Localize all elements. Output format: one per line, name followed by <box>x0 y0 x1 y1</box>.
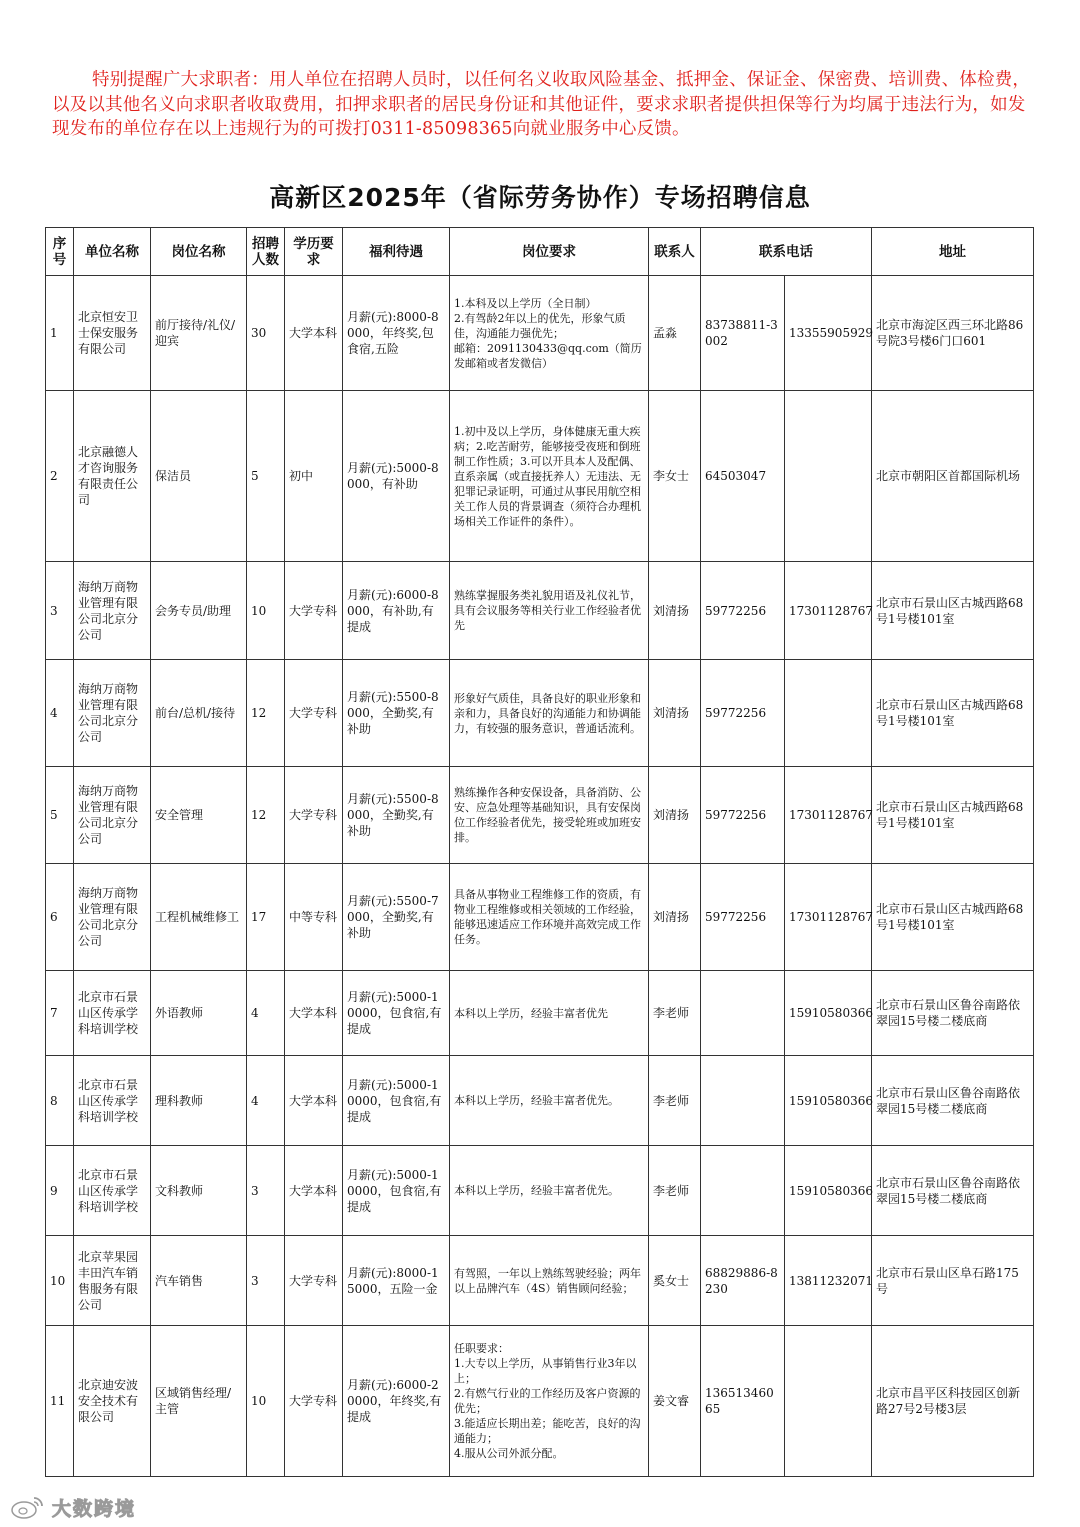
headcount: 30 <box>247 276 285 391</box>
education-requirement: 大学本科 <box>285 276 343 391</box>
position-name: 安全管理 <box>151 767 247 864</box>
contact-mobile: 13811232071 <box>785 1236 872 1326</box>
company-name: 北京苹果园丰田汽车销售服务有限公司 <box>74 1236 151 1326</box>
contact-phone <box>701 1146 785 1236</box>
watermark <box>10 1493 136 1521</box>
row-number: 5 <box>46 767 74 864</box>
education-requirement: 大学本科 <box>285 1146 343 1236</box>
requirement-line: 本科以上学历，经验丰富者优先。 <box>454 1184 619 1197</box>
contact-phone: 59772256 <box>701 767 785 864</box>
education-requirement: 初中 <box>285 391 343 562</box>
contact-mobile: 15910580366 <box>785 971 872 1056</box>
benefits: 月薪(元):8000-8000，年终奖,包食宿,五险 <box>343 276 450 391</box>
benefits: 月薪(元):5000-10000，包食宿,有提成 <box>343 1056 450 1146</box>
education-requirement: 大学本科 <box>285 971 343 1056</box>
contact-mobile <box>785 391 872 562</box>
table-row <box>46 562 1034 660</box>
contact-phone <box>701 971 785 1056</box>
contact-mobile: 17301128767 <box>785 562 872 660</box>
table-row <box>46 660 1034 767</box>
headcount: 4 <box>247 971 285 1056</box>
requirement-line: 任职要求： <box>454 1342 509 1355</box>
contact-person: 姜文睿 <box>649 1326 701 1477</box>
headcount: 3 <box>247 1146 285 1236</box>
position-name: 理科教师 <box>151 1056 247 1146</box>
page-title: 高新区2025年（省际劳务协作）专场招聘信息 <box>269 183 811 212</box>
contact-phone: 68829886-8230 <box>701 1236 785 1326</box>
address: 北京市石景山区古城西路68号1号楼101室 <box>872 562 1034 660</box>
contact-mobile <box>785 1326 872 1477</box>
contact-mobile: 13355905929 <box>785 276 872 391</box>
benefits: 月薪(元):8000-15000，五险一金 <box>343 1236 450 1326</box>
contact-person: 李女士 <box>649 391 701 562</box>
row-number: 4 <box>46 660 74 767</box>
contact-person: 奚女士 <box>649 1236 701 1326</box>
headcount: 3 <box>247 1236 285 1326</box>
address: 北京市石景山区鲁谷南路依翠园15号楼二楼底商 <box>872 1146 1034 1236</box>
header-education: 学历要求 <box>285 228 343 276</box>
benefits: 月薪(元):5000-8000，有补助 <box>343 391 450 562</box>
headcount: 10 <box>247 1326 285 1477</box>
row-number: 6 <box>46 864 74 971</box>
job-requirements <box>450 1146 649 1236</box>
company-name: 北京市石景山区传承学科培训学校 <box>74 1056 151 1146</box>
contact-mobile: 17301128767 <box>785 767 872 864</box>
contact-mobile <box>785 660 872 767</box>
position-name: 文科教师 <box>151 1146 247 1236</box>
education-requirement: 大学专科 <box>285 1326 343 1477</box>
requirement-line: 2.有燃气行业的工作经历及客户资源的优先； <box>454 1387 641 1415</box>
job-requirements <box>450 1326 649 1477</box>
header-contact: 联系人 <box>649 228 701 276</box>
company-name: 海纳万商物业管理有限公司北京分公司 <box>74 767 151 864</box>
contact-phone: 59772256 <box>701 562 785 660</box>
header-company: 单位名称 <box>74 228 151 276</box>
requirement-line: 有驾照，一年以上熟练驾驶经验；两年以上品牌汽车（4S）销售顾问经验； <box>454 1266 641 1295</box>
requirement-line: 熟练掌握服务类礼貌用语及礼仪礼节，具有会议服务等相关行业工作经验者优先 <box>454 589 641 632</box>
contact-phone: 64503047 <box>701 391 785 562</box>
contact-person: 刘清扬 <box>649 562 701 660</box>
row-number: 8 <box>46 1056 74 1146</box>
job-requirements <box>450 391 649 562</box>
benefits: 月薪(元):5500-8000，全勤奖,有补助 <box>343 660 450 767</box>
requirement-line: 1.大专以上学历，从事销售行业3年以上； <box>454 1357 637 1385</box>
position-name: 保洁员 <box>151 391 247 562</box>
header-count: 招聘人数 <box>247 228 285 276</box>
benefits: 月薪(元):5000-10000，包食宿,有提成 <box>343 971 450 1056</box>
address: 北京市石景山区阜石路175号 <box>872 1236 1034 1326</box>
contact-person: 李老师 <box>649 1056 701 1146</box>
address: 北京市石景山区古城西路68号1号楼101室 <box>872 864 1034 971</box>
position-name: 外语教师 <box>151 971 247 1056</box>
contact-person: 孟淼 <box>649 276 701 391</box>
company-name: 北京迪安波安全技术有限公司 <box>74 1326 151 1477</box>
job-requirements <box>450 1056 649 1146</box>
contact-person: 刘清扬 <box>649 767 701 864</box>
contact-phone: 83738811-3002 <box>701 276 785 391</box>
row-number: 11 <box>46 1326 74 1477</box>
recruitment-table <box>45 227 1034 1477</box>
contact-mobile: 15910580366 <box>785 1056 872 1146</box>
requirement-line: 具备从事物业工程维修工作的资质，有物业工程维修或相关领域的工作经验，能够迅速适应工作环境并高效完成工作任务。 <box>454 888 641 946</box>
company-name: 北京市石景山区传承学科培训学校 <box>74 1146 151 1236</box>
job-requirements <box>450 276 649 391</box>
requirement-line: 1.初中及以上学历，身体健康无重大疾病；2.吃苦耐劳，能够接受夜班和倒班制工作性质；3.可以开具本人及配偶、直系亲属（或直接抚养人）无违法、无犯罪记录证明，可通过从事民用航空相关工作人员的背景调查（须符合办理机场相关工作证件的条件）。 <box>454 424 641 528</box>
requirement-line: 本科以上学历，经验丰富者优先 <box>454 1006 608 1020</box>
position-name: 区域销售经理/主管 <box>151 1326 247 1477</box>
position-name: 会务专员/助理 <box>151 562 247 660</box>
position-name: 前厅接待/礼仪/迎宾 <box>151 276 247 391</box>
table-row <box>46 1326 1034 1477</box>
requirement-line: 4.服从公司外派分配。 <box>454 1447 564 1460</box>
company-name: 北京恒安卫士保安服务有限公司 <box>74 276 151 391</box>
job-requirements <box>450 971 649 1056</box>
row-number: 1 <box>46 276 74 391</box>
table-row <box>46 1056 1034 1146</box>
address: 北京市石景山区古城西路68号1号楼101室 <box>872 660 1034 767</box>
address: 北京市朝阳区首都国际机场 <box>872 391 1034 562</box>
requirement-line: 形象好气质佳，具备良好的职业形象和亲和力，具备良好的沟通能力和协调能力，有较强的服务意识，普通话流利。 <box>454 691 641 735</box>
position-name: 汽车销售 <box>151 1236 247 1326</box>
benefits: 月薪(元):5500-8000，全勤奖,有补助 <box>343 767 450 864</box>
watermark-text: 大数跨境 <box>52 1497 137 1520</box>
education-requirement: 大学专科 <box>285 562 343 660</box>
education-requirement: 大学专科 <box>285 660 343 767</box>
contact-person: 刘清扬 <box>649 660 701 767</box>
header-address: 地址 <box>872 228 1034 276</box>
table-row <box>46 391 1034 562</box>
job-requirements <box>450 767 649 864</box>
address: 北京市石景山区鲁谷南路依翠园15号楼二楼底商 <box>872 971 1034 1056</box>
position-name: 前台/总机/接待 <box>151 660 247 767</box>
requirement-line: 本科以上学历，经验丰富者优先。 <box>454 1094 619 1107</box>
headcount: 12 <box>247 660 285 767</box>
table-row <box>46 864 1034 971</box>
header-phone: 联系电话 <box>701 228 872 276</box>
contact-mobile: 15910580366 <box>785 1146 872 1236</box>
requirement-line: 2.有驾龄2年以上的优先，形象气质佳，沟通能力强优先； <box>454 311 626 340</box>
requirement-line: 熟练操作各种安保设备，具备消防、公安、应急处理等基础知识，具有安保岗位工作经验者优先，接受轮班或加班安排。 <box>454 786 641 844</box>
header-position: 岗位名称 <box>151 228 247 276</box>
education-requirement: 大学本科 <box>285 1056 343 1146</box>
company-name: 海纳万商物业管理有限公司北京分公司 <box>74 562 151 660</box>
job-requirements <box>450 864 649 971</box>
header-benefits: 福利待遇 <box>343 228 450 276</box>
contact-phone: 13651346065 <box>701 1326 785 1477</box>
education-requirement: 大学专科 <box>285 767 343 864</box>
row-number: 7 <box>46 971 74 1056</box>
table-body <box>46 276 1034 1477</box>
job-requirements <box>450 1236 649 1326</box>
recruitment-warning-notice: 特别提醒广大求职者：用人单位在招聘人员时，以任何名义收取风险基金、抵押金、保证金、保密费、培训费、体检费，以及以其他名义向求职者收取费用，扣押求职者的居民身份证和其他证件，要求求职者提供担保等行为均属于违法行为，如发现发布的单位存在以上违规行为的可拨打0311-85098365向就业服务中心反馈。 <box>52 70 1031 139</box>
row-number: 9 <box>46 1146 74 1236</box>
benefits: 月薪(元):6000-20000，年终奖,有提成 <box>343 1326 450 1477</box>
position-name: 工程机械维修工 <box>151 864 247 971</box>
job-requirements <box>450 562 649 660</box>
weibo-logo-icon <box>10 1494 46 1520</box>
company-name: 北京融德人才咨询服务有限责任公司 <box>74 391 151 562</box>
header-requirements: 岗位要求 <box>450 228 649 276</box>
contact-person: 李老师 <box>649 1146 701 1236</box>
address: 北京市石景山区鲁谷南路依翠园15号楼二楼底商 <box>872 1056 1034 1146</box>
contact-mobile: 17301128767 <box>785 864 872 971</box>
requirement-line: 1.本科及以上学历（全日制） <box>454 296 597 310</box>
table-row <box>46 767 1034 864</box>
contact-phone: 59772256 <box>701 660 785 767</box>
headcount: 17 <box>247 864 285 971</box>
headcount: 4 <box>247 1056 285 1146</box>
address: 北京市昌平区科技园区创新路27号2号楼3层 <box>872 1326 1034 1477</box>
headcount: 10 <box>247 562 285 660</box>
company-name: 海纳万商物业管理有限公司北京分公司 <box>74 660 151 767</box>
benefits: 月薪(元):5000-10000，包食宿,有提成 <box>343 1146 450 1236</box>
requirement-line: 3.能适应长期出差；能吃苦，良好的沟通能力； <box>454 1417 641 1445</box>
table-row <box>46 276 1034 391</box>
address: 北京市石景山区古城西路68号1号楼101室 <box>872 767 1034 864</box>
education-requirement: 大学专科 <box>285 1236 343 1326</box>
benefits: 月薪(元):6000-8000，有补助,有提成 <box>343 562 450 660</box>
contact-person: 李老师 <box>649 971 701 1056</box>
table-row <box>46 1146 1034 1236</box>
company-name: 北京市石景山区传承学科培训学校 <box>74 971 151 1056</box>
headcount: 12 <box>247 767 285 864</box>
headcount: 5 <box>247 391 285 562</box>
requirement-line: 邮箱：2091130433@qq.com（简历发邮箱或者发微信） <box>454 341 642 370</box>
contact-phone: 59772256 <box>701 864 785 971</box>
job-requirements <box>450 660 649 767</box>
company-name: 海纳万商物业管理有限公司北京分公司 <box>74 864 151 971</box>
row-number: 10 <box>46 1236 74 1326</box>
benefits: 月薪(元):5500-7000，全勤奖,有补助 <box>343 864 450 971</box>
table-header-row <box>46 228 1034 276</box>
row-number: 2 <box>46 391 74 562</box>
header-no: 序号 <box>46 228 74 276</box>
address: 北京市海淀区西三环北路86号院3号楼6门口601 <box>872 276 1034 391</box>
contact-phone <box>701 1056 785 1146</box>
table-row <box>46 971 1034 1056</box>
education-requirement: 中等专科 <box>285 864 343 971</box>
table-row <box>46 1236 1034 1326</box>
row-number: 3 <box>46 562 74 660</box>
contact-person: 刘清扬 <box>649 864 701 971</box>
